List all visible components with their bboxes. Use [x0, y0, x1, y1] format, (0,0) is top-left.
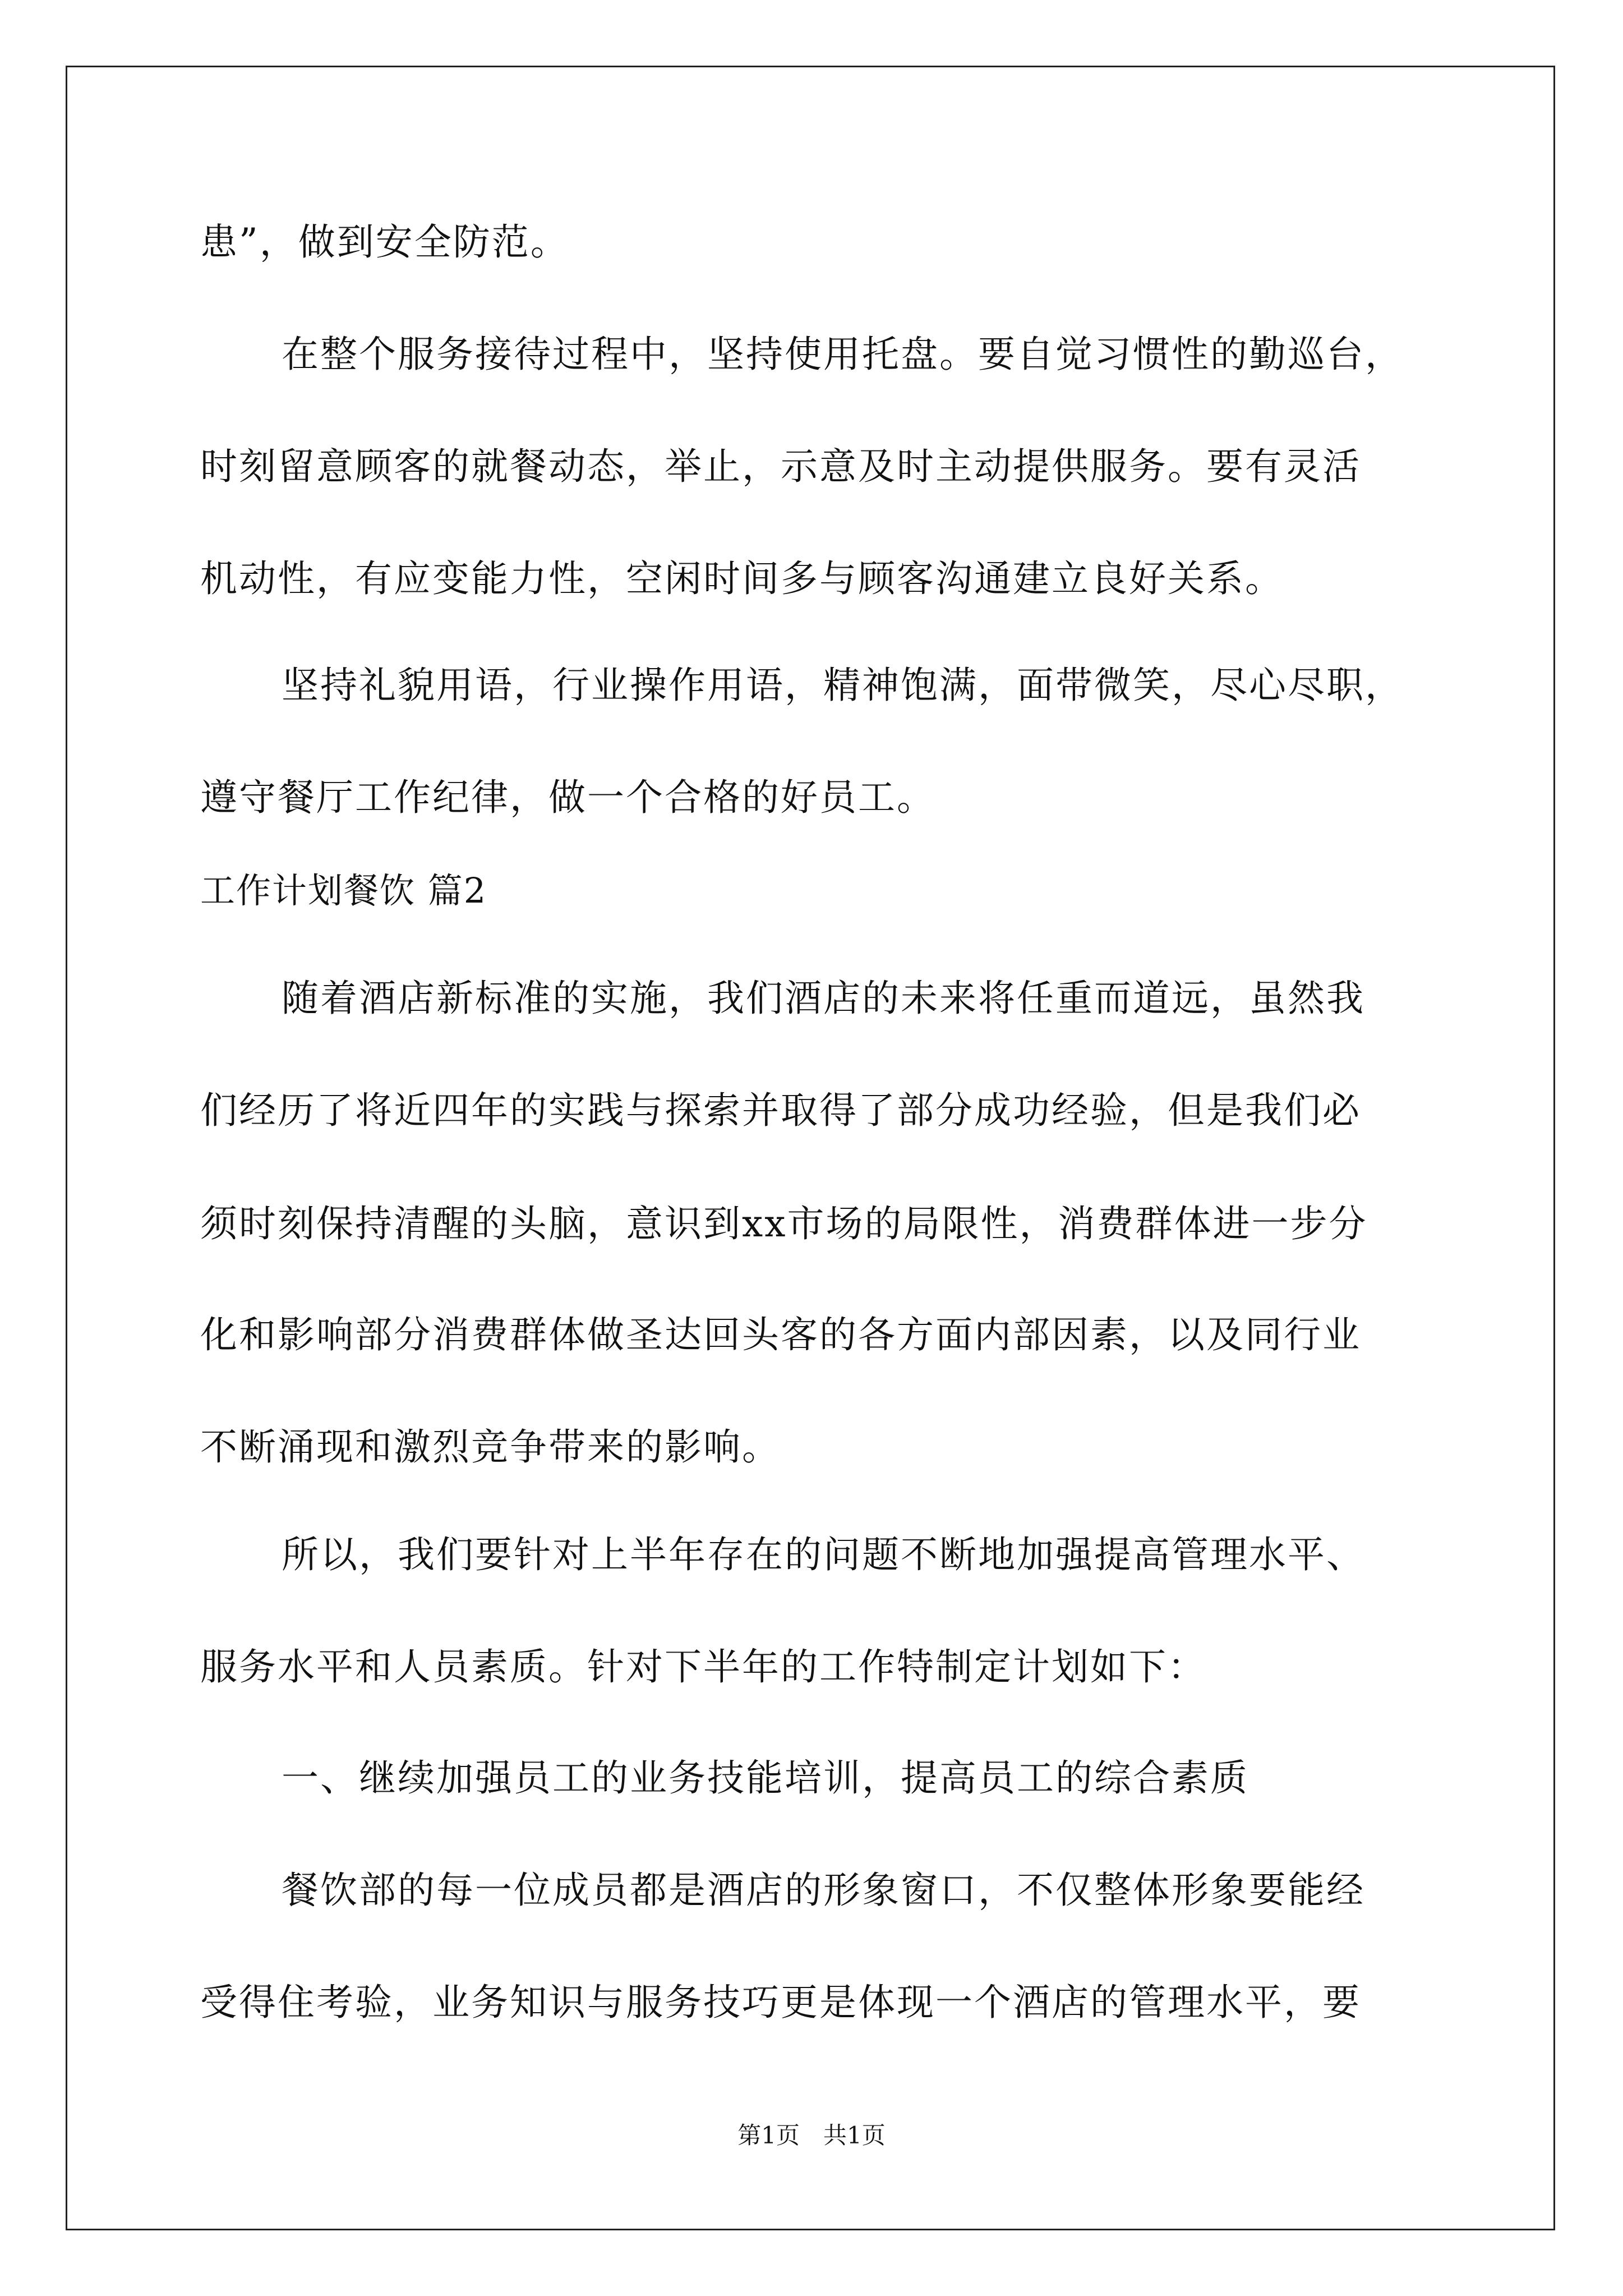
text-line-8: 随着酒店新标准的实施，我们酒店的未来将任重而道远，虽然我 [282, 977, 1365, 1020]
text-line-11: 化和影响部分消费群体做圣达回头客的各方面内部因素，以及同行业 [200, 1313, 1361, 1356]
text-line-12: 不断涌现和激烈竞争带来的影响。 [200, 1425, 781, 1469]
text-line-10: 须时刻保持清醒的头脑，意识到xx市场的局限性，消费群体进一步分 [200, 1202, 1368, 1245]
section-heading: 工作计划餐饮 篇2 [200, 870, 487, 911]
text-line-4: 机动性，有应变能力性，空闲时间多与顾客沟通建立良好关系。 [200, 557, 1284, 600]
text-line-13: 所以，我们要针对上半年存在的问题不断地加强提高管理水平、 [282, 1533, 1365, 1576]
text-line-3: 时刻留意顾客的就餐动态，举止，示意及时主动提供服务。要有灵活 [200, 445, 1361, 488]
text-line-16: 餐饮部的每一位成员都是酒店的形象窗口，不仅整体形象要能经 [282, 1869, 1365, 1912]
text-line-14: 服务水平和人员素质。针对下半年的工作特制定计划如下： [200, 1645, 1206, 1688]
text-line-2: 在整个服务接待过程中，坚持使用托盘。要自觉习惯性的勤巡台， [282, 333, 1404, 376]
text-line-5: 坚持礼貌用语，行业操作用语，精神饱满，面带微笑，尽心尽职， [282, 664, 1404, 707]
text-line-6: 遵守餐厅工作纪律，做一个合格的好员工。 [200, 776, 935, 819]
text-line-15: 一、继续加强员工的业务技能培训，提高员工的综合素质 [282, 1756, 1249, 1800]
text-line-1: 患”，做到安全防范。 [200, 220, 569, 264]
page-footer: 第1页 共1页 [737, 2122, 886, 2149]
text-line-17: 受得住考验，业务知识与服务技巧更是体现一个酒店的管理水平，要 [200, 1981, 1361, 2024]
text-line-9: 们经历了将近四年的实践与探索并取得了部分成功经验，但是我们必 [200, 1089, 1361, 1132]
